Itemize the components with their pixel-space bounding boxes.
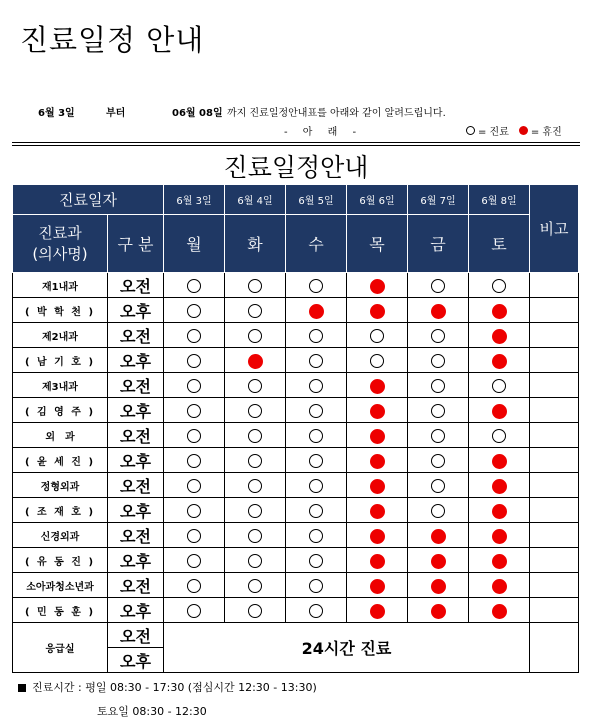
closed-dot-icon: [492, 504, 507, 519]
closed-dot-icon: [431, 554, 446, 569]
session-label: 오후: [108, 498, 164, 523]
note-cell: [530, 598, 579, 623]
open-circle-icon: [248, 304, 262, 318]
note-cell: [530, 373, 579, 398]
schedule-cell: [225, 323, 286, 348]
schedule-cell: [347, 498, 408, 523]
open-circle-icon: [248, 604, 262, 618]
schedule-cell: [347, 523, 408, 548]
open-circle-icon: [492, 379, 506, 393]
closed-dot-icon: [492, 579, 507, 594]
notice-start-date: 6월 3일: [38, 108, 75, 119]
page-title: 진료일정 안내: [20, 23, 205, 57]
legend-open-label: = 진료: [478, 127, 509, 138]
divider: [12, 145, 580, 146]
session-label: 오후: [108, 298, 164, 323]
table-row: [13, 298, 579, 323]
table-row: [13, 498, 579, 523]
open-circle-icon: [431, 504, 445, 518]
open-circle-icon: [309, 604, 323, 618]
divider: [12, 142, 580, 143]
schedule-cell: [408, 373, 469, 398]
weekday-hours-text: 진료시간 : 평일 08:30 - 17:30 (점심시간 12:30 - 13:30): [32, 681, 317, 694]
session-label: 오후: [108, 398, 164, 423]
doctor-name: ( 남 기 호 ): [13, 348, 108, 373]
schedule-cell: [469, 373, 530, 398]
schedule-cell: [225, 473, 286, 498]
session-label: 오전: [108, 623, 164, 648]
open-circle-icon: [309, 429, 323, 443]
open-circle-icon: [431, 354, 445, 368]
open-circle-icon: [187, 454, 201, 468]
schedule-cell: [286, 448, 347, 473]
date-header: 6월 8일: [469, 185, 530, 215]
open-circle-icon: [431, 379, 445, 393]
schedule-cell: [286, 398, 347, 423]
date-header: 6월 4일: [225, 185, 286, 215]
notice-text: 까지 진료일정안내표를 아래와 같이 알려드립니다.: [227, 108, 446, 119]
session-label: 오후: [108, 448, 164, 473]
schedule-cell: [225, 448, 286, 473]
note-cell: [530, 448, 579, 473]
dept-name: 재1내과: [13, 273, 108, 298]
open-circle-icon: [187, 429, 201, 443]
schedule-cell: [164, 273, 225, 298]
closed-dot-icon: [370, 304, 385, 319]
schedule-cell: [408, 523, 469, 548]
table-row: [13, 523, 579, 548]
schedule-body: [13, 273, 579, 673]
closed-dot-icon: [370, 404, 385, 419]
open-circle-icon: [248, 504, 262, 518]
schedule-cell: [225, 398, 286, 423]
note-cell: [530, 398, 579, 423]
weekday-header: 화: [225, 215, 286, 273]
table-row: [13, 448, 579, 473]
schedule-cell: [164, 498, 225, 523]
open-circle-icon: [187, 404, 201, 418]
session-label: 오전: [108, 573, 164, 598]
closed-dot-icon: [492, 529, 507, 544]
open-circle-icon: [309, 454, 323, 468]
schedule-cell: [408, 323, 469, 348]
open-circle-icon: [466, 126, 475, 135]
closed-dot-icon: [370, 604, 385, 619]
open-circle-icon: [309, 279, 323, 293]
schedule-cell: [347, 348, 408, 373]
schedule-cell: [408, 298, 469, 323]
schedule-cell: [408, 423, 469, 448]
schedule-cell: [164, 323, 225, 348]
schedule-cell: [164, 423, 225, 448]
dept-name: 제2내과: [13, 323, 108, 348]
schedule-cell: [408, 448, 469, 473]
schedule-cell: [286, 523, 347, 548]
schedule-cell: [225, 498, 286, 523]
open-circle-icon: [248, 379, 262, 393]
legend-closed-label: = 휴진: [530, 127, 562, 138]
schedule-cell: [469, 498, 530, 523]
closed-dot-icon: [492, 454, 507, 469]
note-cell: [530, 523, 579, 548]
weekday-header: 금: [408, 215, 469, 273]
doctor-name: ( 조 재 호 ): [13, 498, 108, 523]
schedule-cell: [408, 548, 469, 573]
schedule-cell: [164, 298, 225, 323]
closed-dot-icon: [370, 579, 385, 594]
doctor-name: ( 김 영 주 ): [13, 398, 108, 423]
footer-saturday-hours: 토요일 08:30 - 12:30: [97, 705, 207, 718]
open-circle-icon: [492, 429, 506, 443]
open-circle-icon: [370, 329, 384, 343]
open-circle-icon: [309, 379, 323, 393]
schedule-cell: [225, 548, 286, 573]
schedule-cell: [225, 348, 286, 373]
schedule-cell: [225, 373, 286, 398]
schedule-cell: [164, 398, 225, 423]
session-label: 오전: [108, 423, 164, 448]
schedule-cell: [347, 373, 408, 398]
schedule-cell: [286, 423, 347, 448]
schedule-cell: [286, 323, 347, 348]
schedule-cell: [469, 298, 530, 323]
dept-name: 신경외과: [13, 523, 108, 548]
bullet-square-icon: [18, 684, 26, 692]
open-circle-icon: [431, 479, 445, 493]
schedule-cell: [469, 323, 530, 348]
dept-name: 소아과청소년과: [13, 573, 108, 598]
table-row: [13, 373, 579, 398]
weekday-header: 월: [164, 215, 225, 273]
schedule-cell: [286, 548, 347, 573]
table-row: [13, 623, 579, 648]
schedule-cell: [347, 448, 408, 473]
date-header: 6월 3일: [164, 185, 225, 215]
schedule-cell: [164, 548, 225, 573]
table-row: [13, 398, 579, 423]
closed-dot-icon: [370, 429, 385, 444]
footer-weekday-hours: [18, 679, 317, 695]
schedule-cell: [225, 423, 286, 448]
closed-dot-icon: [431, 304, 446, 319]
doctor-name: ( 박 학 천 ): [13, 298, 108, 323]
schedule-cell: [469, 348, 530, 373]
open-circle-icon: [248, 429, 262, 443]
schedule-cell: [408, 498, 469, 523]
schedule-cell: [347, 398, 408, 423]
schedule-cell: [469, 598, 530, 623]
schedule-cell: [286, 298, 347, 323]
closed-dot-icon: [492, 604, 507, 619]
open-circle-icon: [187, 579, 201, 593]
open-circle-icon: [248, 279, 262, 293]
closed-dot-icon: [370, 279, 385, 294]
note-cell: [530, 623, 579, 673]
schedule-cell: [347, 473, 408, 498]
table-row: [13, 598, 579, 623]
schedule-cell: [286, 348, 347, 373]
closed-dot-icon: [431, 579, 446, 594]
schedule-cell: [225, 273, 286, 298]
open-circle-icon: [248, 529, 262, 543]
open-circle-icon: [248, 579, 262, 593]
schedule-cell: [469, 548, 530, 573]
open-circle-icon: [187, 329, 201, 343]
below-label: - 아 래 -: [284, 127, 363, 138]
open-circle-icon: [309, 504, 323, 518]
table-row: [13, 573, 579, 598]
session-label: 오전: [108, 523, 164, 548]
open-circle-icon: [431, 404, 445, 418]
open-circle-icon: [187, 504, 201, 518]
emergency-dept: 응급실: [13, 623, 108, 673]
open-circle-icon: [248, 329, 262, 343]
session-label: 오후: [108, 548, 164, 573]
open-circle-icon: [431, 279, 445, 293]
date-header-label: 진료일자: [13, 185, 164, 215]
closed-dot-icon: [370, 529, 385, 544]
legend: [466, 123, 562, 138]
schedule-cell: [469, 273, 530, 298]
closed-dot-icon: [370, 454, 385, 469]
schedule-cell: [408, 398, 469, 423]
schedule-cell: [164, 523, 225, 548]
closed-dot-icon: [492, 354, 507, 369]
schedule-cell: [164, 373, 225, 398]
weekday-header: 목: [347, 215, 408, 273]
table-row: [13, 473, 579, 498]
open-circle-icon: [309, 329, 323, 343]
schedule-cell: [347, 323, 408, 348]
closed-dot-icon: [519, 126, 528, 135]
session-label: 오후: [108, 598, 164, 623]
doctor-name: ( 민 동 훈 ): [13, 598, 108, 623]
dept-header: 진료과 (의사명): [13, 215, 108, 273]
table-row: [13, 423, 579, 448]
schedule-cell: [286, 573, 347, 598]
schedule-cell: [286, 273, 347, 298]
emergency-text: 24시간 진료: [164, 623, 530, 673]
schedule-cell: [225, 598, 286, 623]
schedule-cell: [225, 298, 286, 323]
schedule-cell: [347, 573, 408, 598]
schedule-cell: [469, 448, 530, 473]
schedule-cell: [347, 548, 408, 573]
open-circle-icon: [309, 404, 323, 418]
closed-dot-icon: [370, 479, 385, 494]
closed-dot-icon: [370, 504, 385, 519]
open-circle-icon: [187, 529, 201, 543]
note-cell: [530, 548, 579, 573]
open-circle-icon: [431, 329, 445, 343]
table-row: [13, 348, 579, 373]
table-row: [13, 548, 579, 573]
notice-end-date: 06월 08일: [172, 108, 223, 119]
schedule-cell: [408, 573, 469, 598]
open-circle-icon: [187, 379, 201, 393]
weekday-header: 토: [469, 215, 530, 273]
open-circle-icon: [248, 554, 262, 568]
session-header: 구 분: [108, 215, 164, 273]
closed-dot-icon: [492, 329, 507, 344]
schedule-cell: [225, 523, 286, 548]
session-label: 오전: [108, 473, 164, 498]
note-cell: [530, 473, 579, 498]
open-circle-icon: [248, 479, 262, 493]
open-circle-icon: [187, 604, 201, 618]
schedule-cell: [469, 523, 530, 548]
closed-dot-icon: [492, 479, 507, 494]
note-cell: [530, 573, 579, 598]
schedule-table: [12, 184, 579, 673]
open-circle-icon: [370, 354, 384, 368]
open-circle-icon: [309, 579, 323, 593]
closed-dot-icon: [370, 379, 385, 394]
open-circle-icon: [187, 304, 201, 318]
note-cell: [530, 273, 579, 298]
schedule-cell: [225, 573, 286, 598]
open-circle-icon: [248, 404, 262, 418]
note-cell: [530, 423, 579, 448]
schedule-cell: [408, 473, 469, 498]
schedule-cell: [347, 298, 408, 323]
closed-dot-icon: [492, 404, 507, 419]
open-circle-icon: [431, 454, 445, 468]
open-circle-icon: [187, 354, 201, 368]
schedule-cell: [286, 498, 347, 523]
schedule-cell: [164, 473, 225, 498]
date-header: 6월 7일: [408, 185, 469, 215]
doctor-name: ( 유 동 진 ): [13, 548, 108, 573]
dept-name: 정형외과: [13, 473, 108, 498]
session-label: 오전: [108, 323, 164, 348]
dept-name: 제3내과: [13, 373, 108, 398]
schedule-cell: [164, 573, 225, 598]
closed-dot-icon: [492, 554, 507, 569]
table-title: 진료일정안내: [223, 153, 369, 182]
closed-dot-icon: [492, 304, 507, 319]
date-header: 6월 5일: [286, 185, 347, 215]
open-circle-icon: [309, 529, 323, 543]
date-header: 6월 6일: [347, 185, 408, 215]
open-circle-icon: [187, 554, 201, 568]
closed-dot-icon: [248, 354, 263, 369]
note-cell: [530, 323, 579, 348]
schedule-cell: [469, 423, 530, 448]
schedule-cell: [408, 273, 469, 298]
doctor-name: ( 윤 세 진 ): [13, 448, 108, 473]
schedule-cell: [408, 598, 469, 623]
schedule-cell: [469, 398, 530, 423]
schedule-cell: [347, 273, 408, 298]
schedule-cell: [469, 573, 530, 598]
open-circle-icon: [431, 429, 445, 443]
schedule-cell: [164, 448, 225, 473]
schedule-cell: [347, 423, 408, 448]
closed-dot-icon: [431, 604, 446, 619]
open-circle-icon: [492, 279, 506, 293]
note-cell: [530, 498, 579, 523]
open-circle-icon: [309, 354, 323, 368]
table-row: [13, 323, 579, 348]
dept-name: 외 과: [13, 423, 108, 448]
schedule-cell: [286, 598, 347, 623]
note-cell: [530, 298, 579, 323]
open-circle-icon: [187, 479, 201, 493]
session-label: 오전: [108, 273, 164, 298]
weekday-header: 수: [286, 215, 347, 273]
session-label: 오후: [108, 348, 164, 373]
schedule-cell: [469, 473, 530, 498]
schedule-cell: [164, 348, 225, 373]
note-cell: [530, 348, 579, 373]
schedule-cell: [408, 348, 469, 373]
session-label: 오전: [108, 373, 164, 398]
notice-from-word: 부터: [106, 108, 126, 119]
open-circle-icon: [309, 479, 323, 493]
closed-dot-icon: [431, 529, 446, 544]
note-header: 비고: [530, 185, 579, 273]
schedule-cell: [286, 473, 347, 498]
session-label: 오후: [108, 648, 164, 673]
open-circle-icon: [248, 454, 262, 468]
schedule-cell: [286, 373, 347, 398]
table-row: [13, 273, 579, 298]
closed-dot-icon: [309, 304, 324, 319]
schedule-cell: [347, 598, 408, 623]
open-circle-icon: [187, 279, 201, 293]
closed-dot-icon: [370, 554, 385, 569]
schedule-cell: [164, 598, 225, 623]
open-circle-icon: [309, 554, 323, 568]
